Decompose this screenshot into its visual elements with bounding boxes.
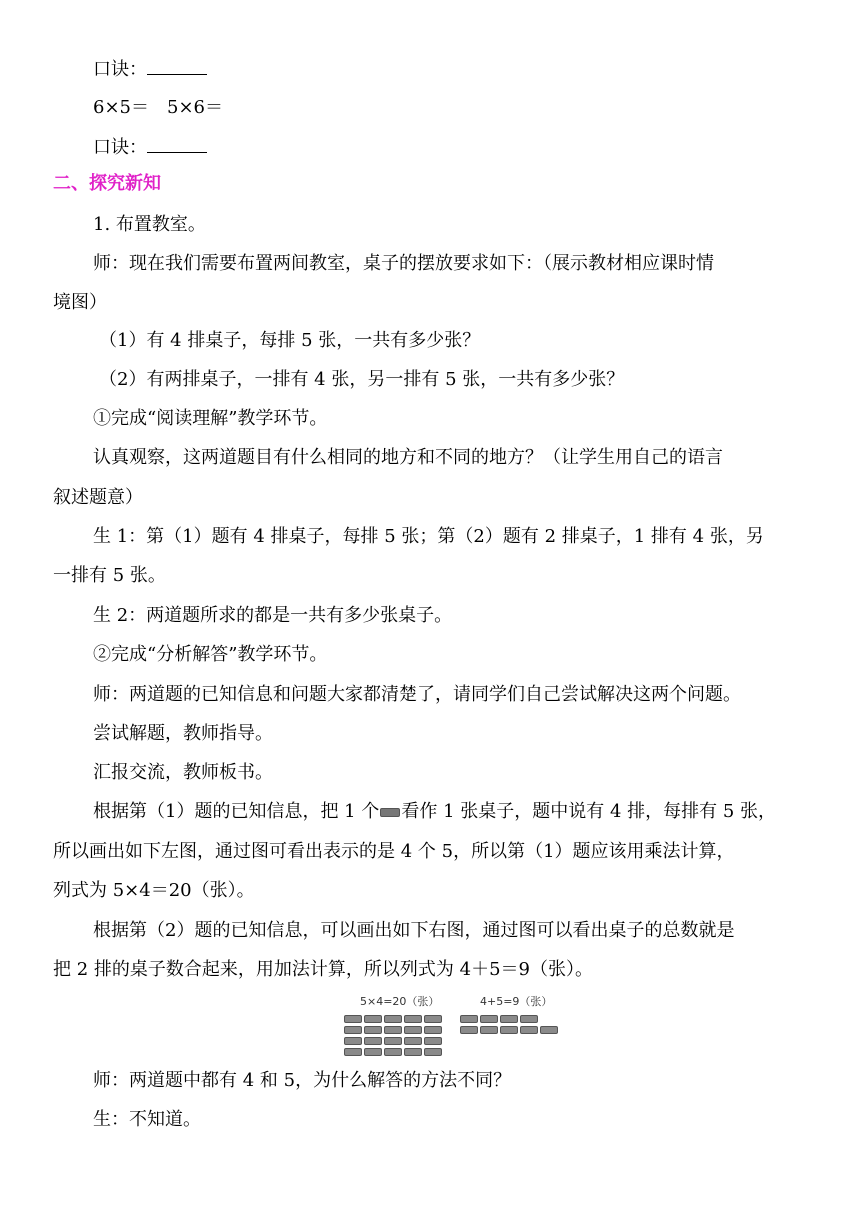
desk	[424, 1048, 442, 1056]
desk	[364, 1015, 382, 1023]
desk	[500, 1026, 518, 1034]
text-segment: 根据第（1）题的已知信息，把 1 个	[93, 801, 380, 822]
desk	[540, 1026, 558, 1034]
paragraph: 师：两道题中都有 4 和 5，为什么解答的方法不同？	[93, 1070, 512, 1091]
desk	[344, 1015, 362, 1023]
desk	[384, 1026, 402, 1034]
answer-blank	[147, 56, 207, 75]
mnemonic-label: 口诀：	[93, 59, 147, 80]
desk	[344, 1048, 362, 1056]
paragraph: 师：两道题的已知信息和问题大家都清楚了，请同学们自己尝试解决这两个问题。	[93, 684, 741, 705]
paragraph: 所以画出如下左图，通过图可看出表示的是 4 个 5，所以第（1）题应该用乘法计算，	[53, 841, 735, 862]
desk-icon	[380, 808, 400, 817]
section-heading: 二、探究新知	[53, 173, 161, 194]
desk	[460, 1015, 478, 1023]
problem-2: （2）有两排桌子，一排有 4 张，另一排有 5 张，一共有多少张？	[99, 369, 625, 390]
left-diagram-caption: 5×4=20（张）	[360, 995, 440, 1008]
right-diagram-caption: 4+5=9（张）	[480, 995, 553, 1008]
desk	[460, 1026, 478, 1034]
paragraph	[93, 800, 776, 824]
desk	[364, 1037, 382, 1045]
mnemonic-line-2	[93, 134, 207, 160]
mnemonic-label: 口诀：	[93, 137, 147, 158]
paragraph: 生 1：第（1）题有 4 排桌子，每排 5 张；第（2）题有 2 排桌子，1 排有 4 张，另	[93, 526, 764, 547]
paragraph: 境图）	[53, 292, 107, 313]
desk	[344, 1026, 362, 1034]
problem-1: （1）有 4 排桌子，每排 5 张，一共有多少张？	[99, 330, 481, 351]
answer-blank	[147, 134, 207, 153]
desk	[384, 1037, 402, 1045]
paragraph: ②完成“分析解答”教学环节。	[93, 644, 328, 665]
paragraph: 生：不知道。	[93, 1109, 201, 1130]
paragraph: 1. 布置教室。	[93, 214, 206, 235]
desk	[520, 1026, 538, 1034]
paragraph: 叙述题意）	[53, 487, 143, 508]
desk	[364, 1048, 382, 1056]
desk	[384, 1015, 402, 1023]
paragraph: 一排有 5 张。	[53, 565, 166, 586]
desk	[424, 1015, 442, 1023]
mnemonic-line-1	[93, 56, 207, 82]
paragraph: 汇报交流，教师板书。	[93, 762, 273, 783]
equation-line: 6×5＝ 5×6＝	[93, 97, 223, 118]
paragraph: 师：现在我们需要布置两间教室，桌子的摆放要求如下：（展示教材相应课时情	[93, 253, 714, 274]
desk	[384, 1048, 402, 1056]
desk-diagram	[342, 993, 562, 1061]
desk	[404, 1037, 422, 1045]
desk	[520, 1015, 538, 1023]
desk	[404, 1015, 422, 1023]
paragraph: 把 2 排的桌子数合起来，用加法计算，所以列式为 4＋5＝9（张）。	[53, 959, 593, 980]
text-segment: 看作 1 张桌子，题中说有 4 排，每排有 5 张，	[401, 801, 777, 822]
paragraph: 根据第（2）题的已知信息，可以画出如下右图，通过图可以看出桌子的总数就是	[93, 920, 735, 941]
paragraph: 认真观察，这两道题目有什么相同的地方和不同的地方？（让学生用自己的语言	[93, 447, 723, 468]
desk	[404, 1048, 422, 1056]
desk	[404, 1026, 422, 1034]
desk	[344, 1037, 362, 1045]
paragraph: 生 2：两道题所求的都是一共有多少张桌子。	[93, 605, 453, 626]
paragraph: 尝试解题，教师指导。	[93, 723, 273, 744]
paragraph: ①完成“阅读理解”教学环节。	[93, 408, 328, 429]
desk	[480, 1026, 498, 1034]
desk	[424, 1026, 442, 1034]
desk	[480, 1015, 498, 1023]
desk	[500, 1015, 518, 1023]
desk	[424, 1037, 442, 1045]
paragraph: 列式为 5×4＝20（张）。	[53, 880, 255, 901]
desk	[364, 1026, 382, 1034]
